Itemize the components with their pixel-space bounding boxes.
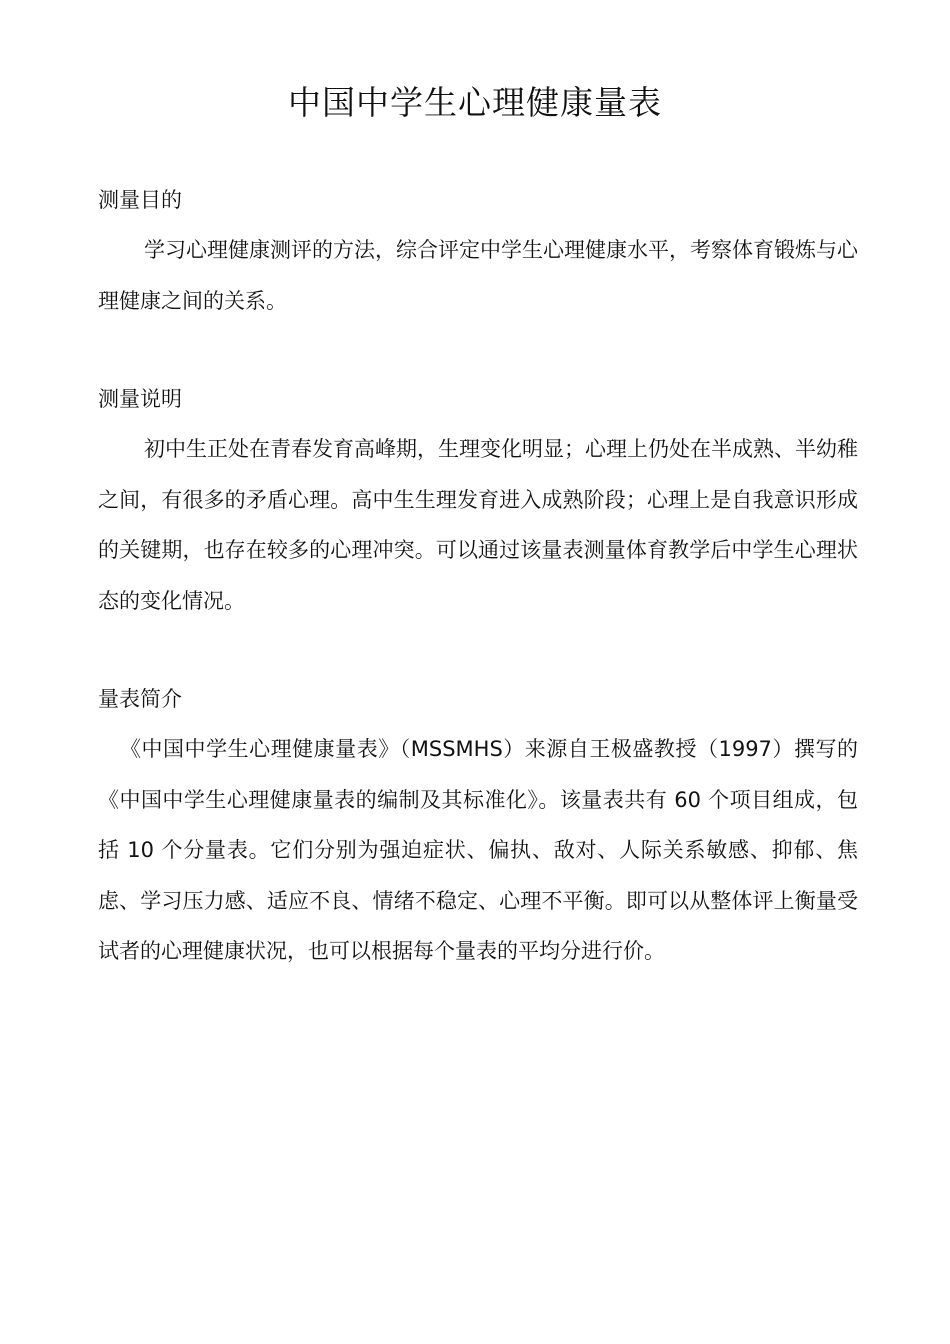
section-body-introduction: 《中国中学生心理健康量表》（MSSMHS）来源自王极盛教授（1997）撰写的《中国中学生心理健康量表的编制及其标准化》。该量表共有 60 个项目组成，包括 10 个分量表。它们分别为强迫症状、偏执、敌对、人际关系敏感、抑郁、焦虑、学习压力感、适应不良、情绪不稳定、心理不平衡。即可以从整体评上衡量受试者的心理健康状况，也可以根据每个量表的平均分进行价。 <box>98 737 858 963</box>
section-heading-purpose: 测量目的 <box>98 188 182 212</box>
section-body-instructions: 初中生正处在青春发育高峰期，生理变化明显；心理上仍处在半成熟、半幼稚之间，有很多的矛盾心理。高中生生理发育进入成熟阶段；心理上是自我意识形成的关键期，也存在较多的心理冲突。可以通过该量表测量体育教学后中学生心理状态的变化情况。 <box>98 437 858 613</box>
section-heading-introduction: 量表简介 <box>98 687 182 711</box>
section-body-purpose: 学习心理健康测评的方法，综合评定中学生心理健康水平，考察体育锻炼与心理健康之间的关系。 <box>98 238 858 313</box>
section-heading-instructions: 测量说明 <box>98 387 182 411</box>
document-title: 中国中学生心理健康量表 <box>288 83 662 122</box>
